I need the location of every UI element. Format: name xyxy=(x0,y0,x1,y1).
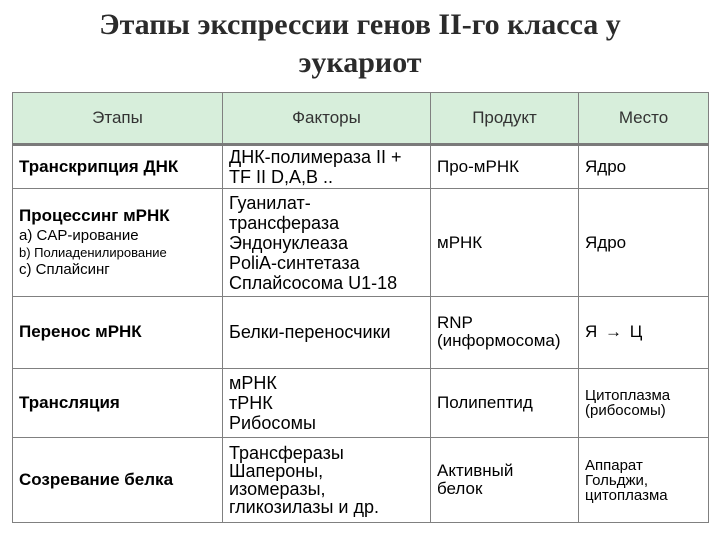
place-cell xyxy=(579,296,709,369)
factor-item: изомеразы, xyxy=(229,479,326,500)
place-cell xyxy=(579,438,709,523)
factors-cell xyxy=(223,296,431,369)
expression-stages-table xyxy=(12,92,709,523)
product-cell: мРНК xyxy=(431,189,579,296)
factor-item: Шапероны, xyxy=(229,461,324,482)
table-header-row xyxy=(13,93,709,145)
place-line: Гольджи, xyxy=(585,471,649,489)
factor-item: тРНК xyxy=(229,393,273,414)
factors-cell xyxy=(223,438,431,523)
stage-title: Процессинг мРНК xyxy=(19,206,170,226)
table-row xyxy=(13,369,709,438)
product-cell: Про-мРНК xyxy=(431,145,579,189)
factors-cell xyxy=(223,145,431,189)
place-line: цитоплазма xyxy=(585,486,668,504)
factor-item: Трансферазы xyxy=(229,443,344,464)
place-cell: Ядро xyxy=(579,189,709,296)
table-row xyxy=(13,145,709,189)
stage-sub-item: b) Полиаденилирование xyxy=(19,245,167,261)
stage-sub-item: а) CAP-ирование xyxy=(19,227,139,245)
factor-item: трансфераза xyxy=(229,212,340,233)
right-arrow-icon: → xyxy=(605,322,623,342)
stage-cell: Перенос мРНК xyxy=(13,296,223,369)
product-cell: Полипептид xyxy=(431,369,579,438)
product-cell xyxy=(431,296,579,369)
place-cell: Ядро xyxy=(579,145,709,189)
factor-item: гликозилазы и др. xyxy=(229,497,379,518)
header-stages: Этапы xyxy=(13,93,223,145)
table-row xyxy=(13,189,709,296)
factor-item: PoliA-синтетаза xyxy=(229,252,360,273)
factor-item: ДНК-полимераза II + xyxy=(229,147,402,168)
product-line: белок xyxy=(437,479,483,499)
factor-item: Эндонуклеаза xyxy=(229,232,348,253)
product-line: RNP xyxy=(437,313,473,333)
factors-cell xyxy=(223,369,431,438)
header-product: Продукт xyxy=(431,93,579,145)
stage-cell: Созревание белка xyxy=(13,438,223,523)
header-factors: Факторы xyxy=(223,93,431,145)
stage-cell: Трансляция xyxy=(13,369,223,438)
title-line-2: эукариот xyxy=(298,46,422,79)
place-cell xyxy=(579,369,709,438)
factor-item: TF II D,A,B .. xyxy=(229,167,334,188)
table-row xyxy=(13,438,709,523)
product-line: (информосома) xyxy=(437,331,561,351)
slide-title xyxy=(0,6,720,82)
stage-cell xyxy=(13,189,223,296)
place-line: (рибосомы) xyxy=(585,402,666,420)
product-cell xyxy=(431,438,579,523)
title-line-1: Этапы экспрессии генов II-го класса у xyxy=(99,8,621,41)
table-row xyxy=(13,296,709,369)
factor-item: мРНК xyxy=(229,373,277,394)
factor-item: Гуанилат- xyxy=(229,192,311,213)
place-line: Цитоплазма xyxy=(585,387,671,405)
place-line: Аппарат xyxy=(585,456,643,474)
factor-item: Белки-переносчики xyxy=(229,322,391,343)
place-from: Я xyxy=(585,322,598,342)
header-place: Место xyxy=(579,93,709,145)
factors-cell xyxy=(223,189,431,296)
place-to: Ц xyxy=(629,322,643,342)
factor-item: Рибосомы xyxy=(229,413,316,434)
factor-item: Сплайсосома U1-18 xyxy=(229,272,398,293)
stage-sub-item: c) Сплайсинг xyxy=(19,261,110,279)
product-line: Активный xyxy=(437,461,514,481)
stage-cell: Транскрипция ДНК xyxy=(13,145,223,189)
